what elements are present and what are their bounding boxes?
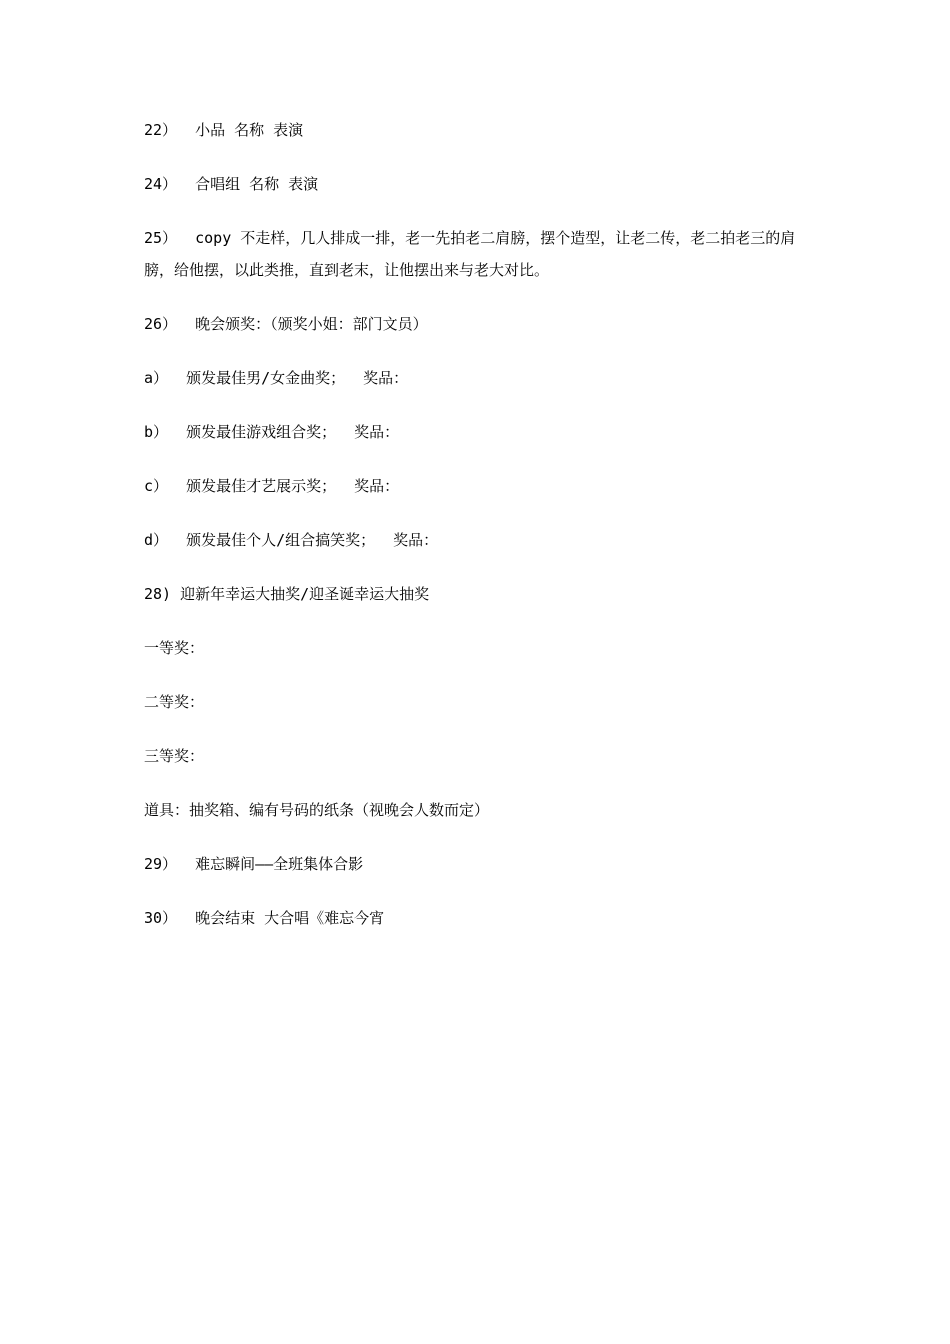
item-22-skit: 22） 小品 名称 表演 — [144, 121, 304, 139]
award-b: b） 颁发最佳游戏组合奖； 奖品： — [144, 423, 400, 441]
item-29-group-photo: 29） 难忘瞬间——全班集体合影 — [144, 855, 364, 873]
item-26-awards: 26） 晚会颁奖：（颁奖小姐：部门文员） — [144, 315, 428, 333]
document-body — [144, 114, 804, 956]
third-prize: 三等奖： — [144, 747, 205, 765]
item-28-lottery: 28) 迎新年幸运大抽奖/迎圣诞幸运大抽奖 — [144, 585, 430, 603]
first-prize: 一等奖： — [144, 639, 205, 657]
props-note: 道具：抽奖箱、编有号码的纸条（视晚会人数而定） — [144, 801, 490, 819]
item-24-chorus: 24） 合唱组 名称 表演 — [144, 175, 319, 193]
award-a: a） 颁发最佳男/女金曲奖； 奖品： — [144, 369, 409, 387]
second-prize: 二等奖： — [144, 693, 205, 711]
award-c: c） 颁发最佳才艺展示奖； 奖品： — [144, 477, 400, 495]
award-d: d） 颁发最佳个人/组合搞笑奖； 奖品： — [144, 531, 439, 549]
item-25-copy-game: 25） copy 不走样，几人排成一排，老一先拍老二肩膀，摆个造型，让老二传，老二拍老三的肩膀，给他摆，以此类推，直到老末，让他摆出来与老大对比。 — [144, 229, 796, 279]
item-30-closing: 30） 晚会结束 大合唱《难忘今宵 — [144, 909, 385, 927]
